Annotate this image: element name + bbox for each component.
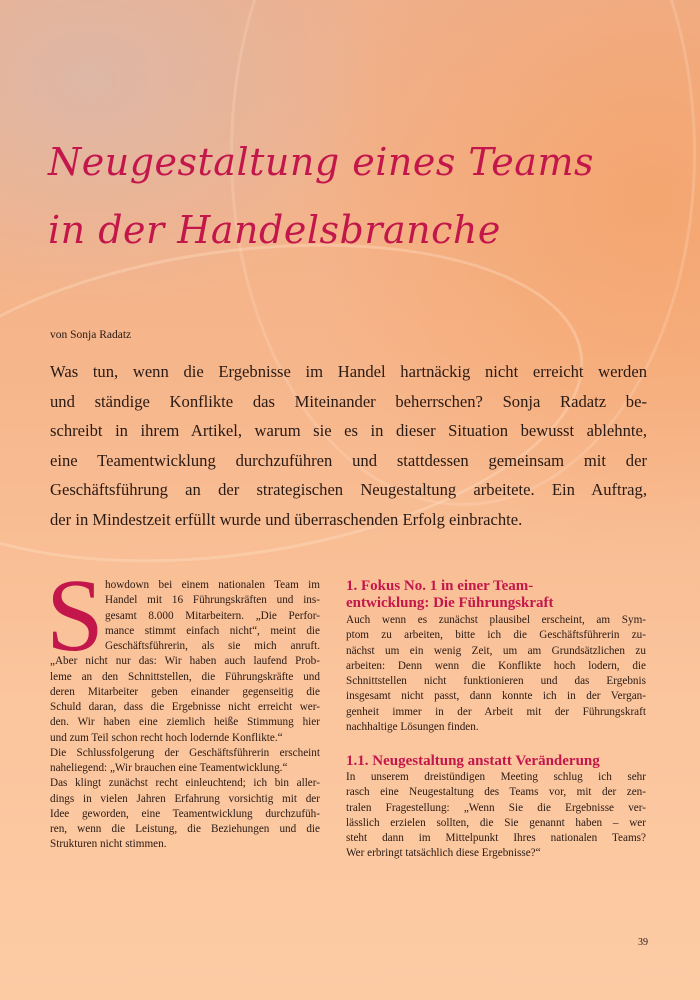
- text-line: Geschäftsführerin, als sie mich anruft.: [105, 640, 320, 652]
- text-line: mance stimmt einfach nicht“, meint die: [105, 624, 320, 637]
- text-line: eine Teamentwicklung durchzuführen und stattdessen gemeinsam mit der: [50, 450, 647, 470]
- text-line: gesamt 8.000 Mitarbeitern. „Die Perfor-: [105, 609, 320, 622]
- text-line: insgesamt nicht passt, dann konnte ich in der Vergan-: [346, 690, 646, 703]
- text-line: der in Mindestzeit erfüllt wurde und überraschenden Erfolg einbrachte.: [50, 509, 523, 529]
- left-column: [50, 578, 320, 853]
- text-line: schreibt in ihrem Artikel, warum sie es in dieser Situation bewusst ablehnte,: [50, 421, 647, 441]
- text-line: tralen Fragestellung: „Wenn Sie die Ergebnisse ver-: [346, 801, 646, 814]
- text-line: Das klingt zunächst recht einleuchtend; ich bin aller-: [50, 777, 320, 790]
- section-heading-2: 1.1. Neugestaltung anstatt Veränderung: [346, 753, 600, 769]
- text-line: Schuld daran, dass die Ergebnisse nicht erreicht wer-: [50, 701, 320, 713]
- text-line: Geschäftsführung an der strategischen Neugestaltung arbeitete. Ein Auftrag,: [50, 480, 647, 500]
- text-line: Die Schlussfolgerung der Geschäftsführerin erscheint: [50, 746, 320, 759]
- intro-paragraph: [50, 357, 647, 535]
- text-line: naheliegend: „Wir brauchen eine Teamentwicklung.“: [50, 762, 288, 774]
- text-line: lässlich erzielen sollten, die Sie genannt haben – wer: [346, 816, 646, 829]
- text-line: nächst um ein wenig Zeit, um am Grundsätzlichen zu: [346, 644, 646, 657]
- text-line: Auch wenn es zunächst plausibel erscheint, am Sym-: [346, 614, 646, 626]
- text-line: „Aber nicht nur das: Wir haben auch laufend Prob-: [50, 655, 320, 668]
- text-line: ptom zu arbeiten, bitte ich die Geschäftsführerin zu-: [346, 629, 646, 642]
- text-line: Idee geworden, eine Teamentwicklung durchzufüh-: [50, 807, 320, 820]
- text-line: arbeiten: Denn wenn die Konflikte hoch lodern, die: [346, 659, 646, 672]
- text-line: deren Mitarbeiter geben einander gegenseitig die: [50, 685, 320, 698]
- heading-line: entwicklung: Die Führungskraft: [346, 595, 554, 611]
- text-line: In unserem dreistündigen Meeting schlug ich sehr: [346, 771, 646, 783]
- text-line: den. Wir haben eine ziemlich heiße Stimmung hier: [50, 716, 320, 729]
- section-heading-1: [346, 578, 646, 612]
- text-line: ren, wenn die Leistung, die Beziehungen und die: [50, 823, 320, 835]
- text-line: Strukturen nicht stimmen.: [50, 838, 167, 851]
- right-column: [346, 578, 646, 862]
- text-line: Schnittstellen nicht funktionieren und das Ergebnis: [346, 675, 646, 687]
- text-line: und ständige Konflikte das Miteinander beherrschen? Sonja Radatz be-: [50, 391, 647, 411]
- text-line: Wer erbringt tatsächlich diese Ergebnisse?“: [346, 847, 541, 860]
- page-number: 39: [638, 937, 648, 948]
- text-line: Handel mit 16 Führungskräften und ins-: [105, 594, 320, 607]
- text-line: rasch eine Neugestaltung des Teams vor, mit der zen-: [346, 786, 646, 799]
- text-line: Was tun, wenn die Ergebnisse im Handel hartnäckig nicht erreicht werden: [50, 362, 647, 381]
- drop-cap: S: [46, 558, 104, 673]
- section-2-paragraph: [346, 770, 646, 862]
- article-title-line-2: in der Handelsbranche: [48, 208, 501, 252]
- heading-line: 1. Fokus No. 1 in einer Team-: [346, 578, 534, 594]
- byline: von Sonja Radatz: [50, 329, 132, 341]
- text-line: und zum Teil schon recht hoch lodernde Konflikte.“: [50, 731, 283, 744]
- text-line: steht dann im Mittelpunkt Ihres nationalen Teams?: [346, 832, 646, 844]
- article-title-line-1: Neugestaltung eines Teams: [48, 140, 594, 184]
- text-line: nachhaltige Lösungen finden.: [346, 720, 479, 733]
- text-line: dings in vielen Jahren Erfahrung vorsichtig mit der: [50, 792, 320, 805]
- section-1-paragraph: [346, 613, 646, 735]
- text-line: howdown bei einem nationalen Team im: [105, 579, 320, 591]
- text-line: leme an den Schnittstellen, die Führungskräfte und: [50, 670, 320, 683]
- text-line: genheit immer in der Arbeit mit der Führungskraft: [346, 705, 646, 718]
